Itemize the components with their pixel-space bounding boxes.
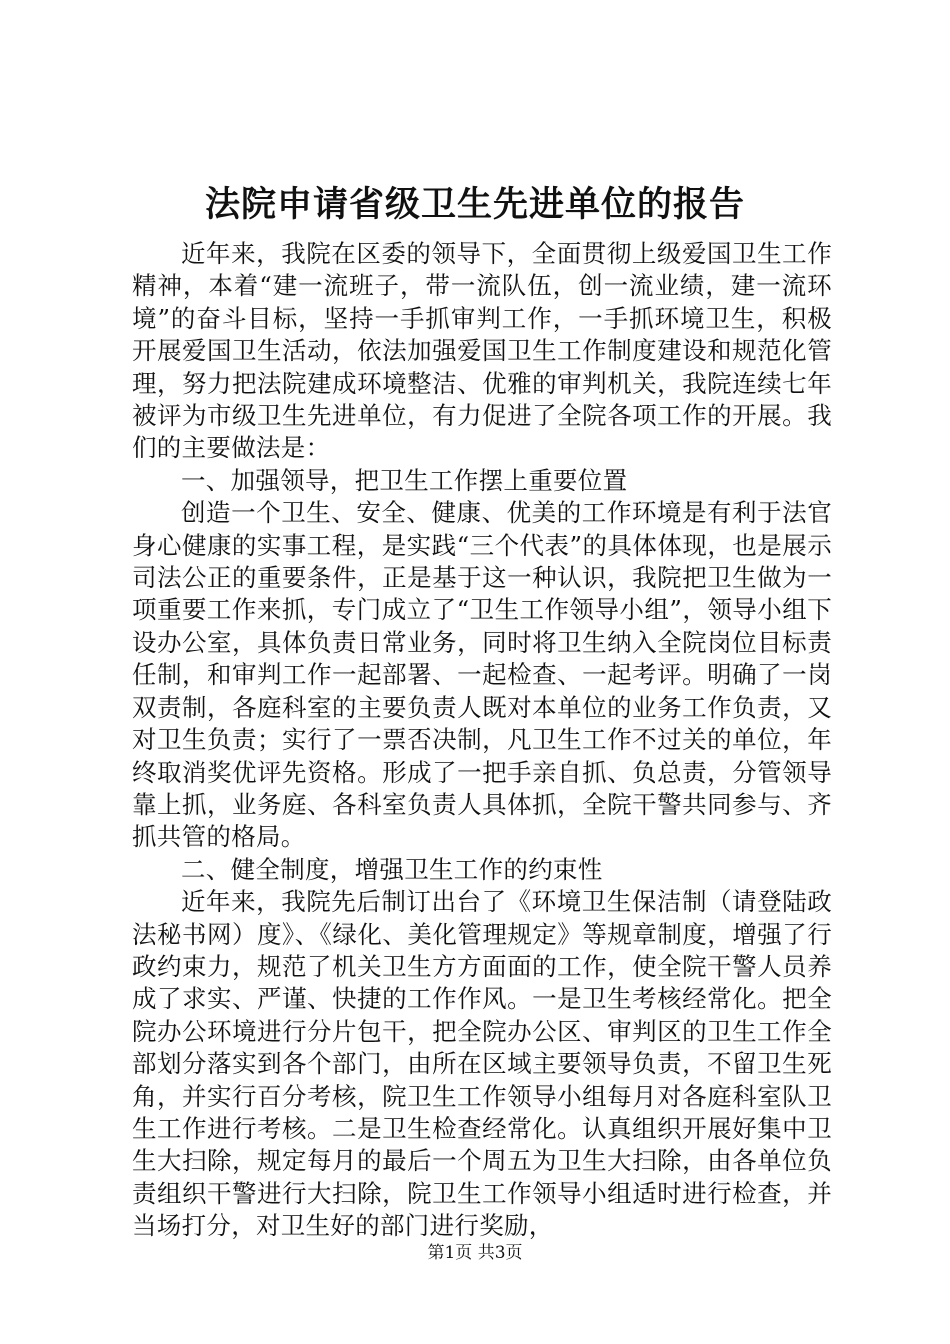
paragraph-intro: 近年来，我院在区委的领导下，全面贯彻上级爱国卫生工作精神，本着“建一流班子，带一流队伍，创一流业绩，建一流环境”的奋斗目标，坚持一手抓审判工作，一手抓环境卫生，积极开展爱国卫生活动，依法加强爱国卫生工作制度建设和规范化管理，努力把法院建成环境整洁、优雅的审判机关，我院连续七年被评为市级卫生先进单位，有力促进了全院各项工作的开展。我们的主要做法是：	[132, 239, 833, 463]
page-number-footer: 第1页 共3页	[427, 1243, 523, 1263]
paragraph-section-2: 近年来，我院先后制订出台了《环境卫生保洁制（请登陆政法秘书网）度》、《绿化、美化管理规定》等规章制度，增强了行政约束力，规范了机关卫生方方面面的工作，使全院干警人员养成了求实、严谨、快捷的工作作风。一是卫生考核经常化。把全院办公环境进行分片包干，把全院办公区、审判区的卫生工作全部划分落实到各个部门，由所在区域主要领导负责，不留卫生死角，并实行百分考核，院卫生工作领导小组每月对各庭科室队卫生工作进行考核。二是卫生检查经常化。认真组织开展好集中卫生大扫除，规定每月的最后一个周五为卫生大扫除，由各单位负责组织干警进行大扫除，院卫生工作领导小组适时进行检查，并当场打分，对卫生好的部门进行奖励，	[132, 887, 832, 1241]
document-title: 法院申请省级卫生先进单位的报告	[204, 184, 745, 225]
section-heading-2: 二、健全制度，增强卫生工作的约束性	[181, 854, 603, 884]
section-heading-1: 一、加强领导，把卫生工作摆上重要位置	[181, 465, 628, 495]
paragraph-section-1: 创造一个卫生、安全、健康、优美的工作环境是有利于法官身心健康的实事工程，是实践“三个代表”的具体体现，也是展示司法公正的重要条件，正是基于这一种认识，我院把卫生做为一项重要工作来抓，专门成立了“卫生工作领导小组”，领导小组下设办公室，具体负责日常业务，同时将卫生纳入全院岗位目标责任制，和审判工作一起部署、一起检查、一起考评。明确了一岗双责制，各庭科室的主要负责人既对本单位的业务工作负责，又对卫生负责；实行了一票否决制，凡卫生工作不过关的单位，年终取消奖优评先资格。形成了一把手亲自抓、负总责，分管领导靠上抓，业务庭、各科室负责人具体抓，全院干警共同参与、齐抓共管的格局。	[132, 498, 832, 852]
document-body	[132, 238, 832, 1243]
